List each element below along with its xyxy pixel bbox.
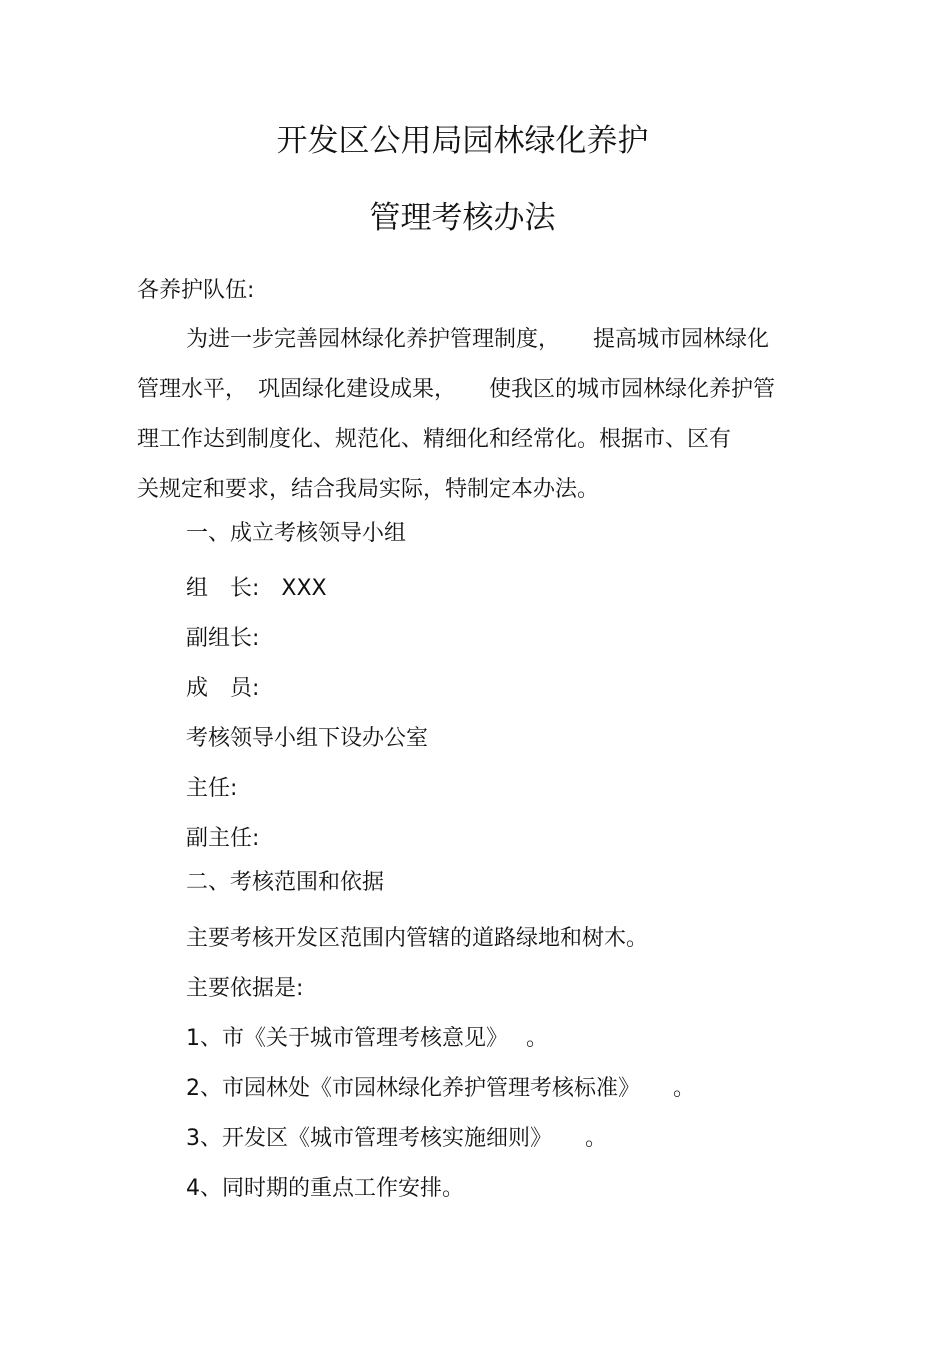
director-line: 主任: xyxy=(186,776,238,801)
section1-heading: 一、成立考核领导小组 xyxy=(186,521,407,546)
deputy-director-line: 副主任: xyxy=(186,826,260,851)
scope-line: 主要考核开发区范围内管辖的道路绿地和树木。 xyxy=(186,926,649,951)
basis-item-2: 2、市园林处《市园林绿化养护管理考核标准》 。 xyxy=(186,1076,695,1101)
intro-line-1: 为进一步完善园林绿化养护管理制度， 提高城市园林绿化 xyxy=(186,327,770,352)
members-line: 成 员: xyxy=(186,676,260,701)
basis-item-3: 3、开发区《城市管理考核实施细则》 。 xyxy=(186,1126,607,1151)
salutation: 各养护队伍: xyxy=(137,278,255,303)
basis-intro-line: 主要依据是: xyxy=(186,976,304,1001)
section2-heading: 二、考核范围和依据 xyxy=(186,870,385,895)
leader-line: 组 长: XXX xyxy=(186,576,327,601)
basis-item-1: 1、市《关于城市管理考核意见》 。 xyxy=(186,1026,548,1051)
basis-item-4: 4、同时期的重点工作安排。 xyxy=(186,1176,464,1201)
document-title-line2: 管理考核办法 xyxy=(369,200,556,236)
document-title-line1: 开发区公用局园林绿化养护 xyxy=(276,123,649,159)
intro-line-2: 管理水平， 巩固绿化建设成果， 使我区的城市园林绿化养护管 xyxy=(137,377,776,402)
intro-line-4: 关规定和要求，结合我局实际，特制定本办法。 xyxy=(137,477,600,502)
intro-line-3: 理工作达到制度化、规范化、精细化和经常化。根据市、区有 xyxy=(137,427,732,452)
office-line: 考核领导小组下设办公室 xyxy=(186,726,429,751)
deputy-leader-line: 副组长: xyxy=(186,626,260,651)
